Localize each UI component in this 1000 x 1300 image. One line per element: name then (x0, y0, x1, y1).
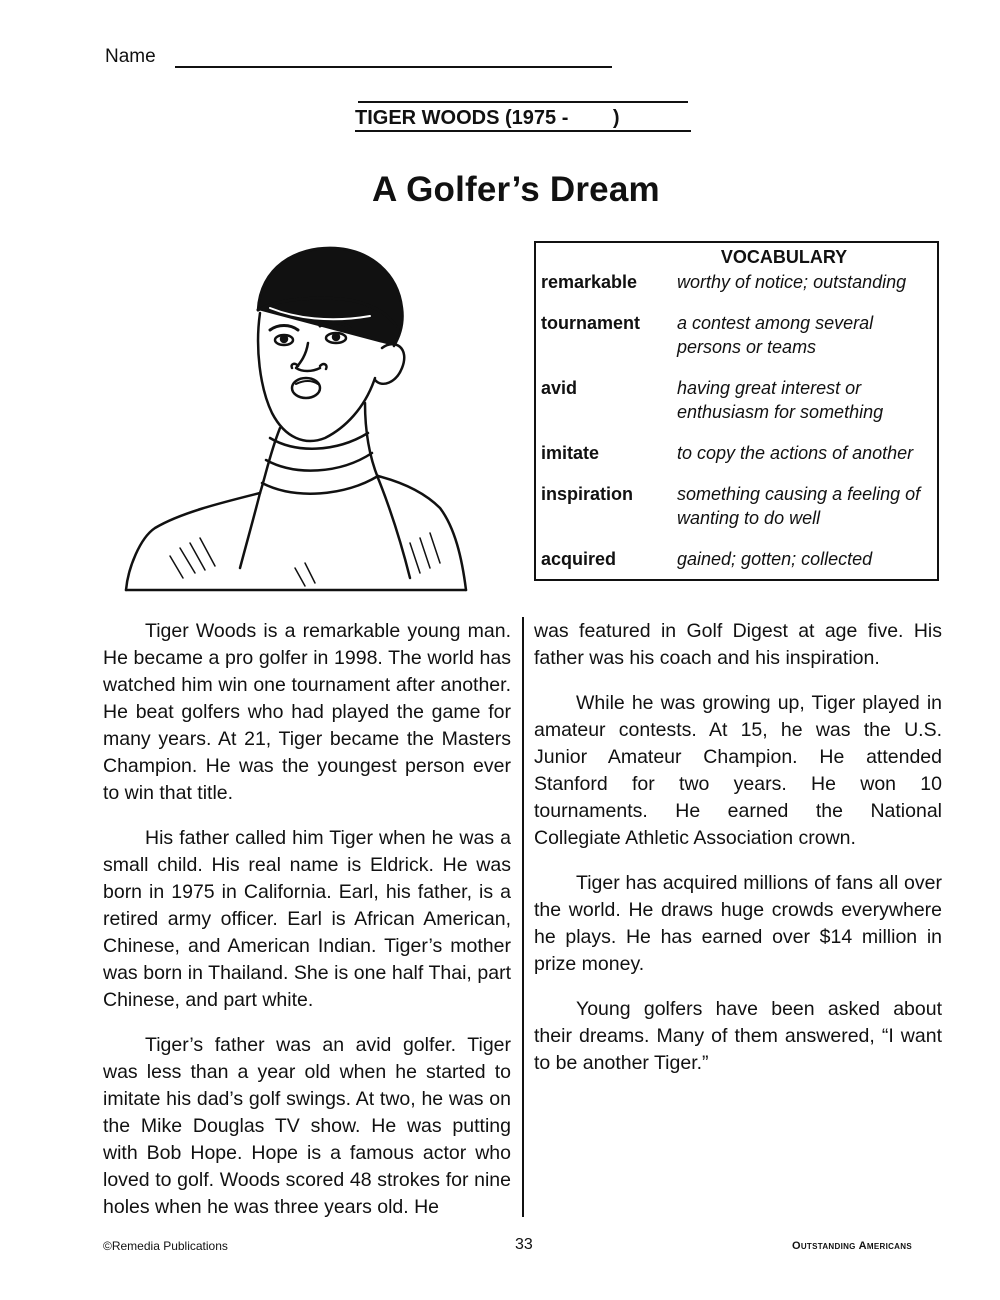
article-paragraph: Tiger Woods is a remarkable young man. He became a pro golfer in 1998. The world has watched him win one tournament after another. He beat golfers who had played the game for many years. At 21, Tiger became the Masters Champion. He was the youngest person ever to win that title. (103, 620, 511, 804)
name-blank-line (175, 66, 612, 68)
main-title: A Golfer’s Dream (372, 170, 660, 209)
article-paragraph: was featured in Golf Digest at age five. His father was his coach and his inspiration. (534, 620, 942, 669)
vocab-definition: gained; gotten; collected (677, 549, 873, 569)
name-label: Name (105, 46, 156, 67)
article-paragraph: Tiger’s father was an avid golfer. Tiger was less than a year old when he started to imitate his dad’s golf swings. At two, he was on the Mike Douglas TV show. He was putting with Bob Hope. Hope is a famous actor who loved to golf. Woods scored 48 strokes for nine holes when he was three years old. He (103, 1034, 511, 1218)
vocab-word: avid (541, 378, 578, 398)
page-number: 33 (515, 1236, 533, 1253)
vocabulary-heading: VOCABULARY (720, 247, 848, 267)
article-paragraph: His father called him Tiger when he was a small child. His real name is Eldrick. He was born in 1975 in California. Earl, his father, is a retired army officer. Earl is African American, Chinese, and American Indian. Tiger’s mother was born in Thailand. She is one half Thai, part Chinese, and part white. (103, 827, 511, 1011)
vocab-word: tournament (541, 313, 640, 333)
vocab-definition: having great interest or enthusiasm for something (677, 378, 884, 422)
article-left-column (103, 618, 511, 1239)
vocab-word: remarkable (541, 272, 638, 292)
article-right-column (534, 618, 942, 1095)
article-paragraph: Tiger has acquired millions of fans all over the world. He draws huge crowds everywhere he plays. He has earned over $14 million in prize money. (534, 872, 942, 975)
vocabulary-box (534, 241, 939, 581)
portrait-illustration (120, 238, 472, 596)
vocab-definition: to copy the actions of another (677, 443, 914, 463)
vocab-word: acquired (541, 549, 617, 569)
footer-series-title: Outstanding Americans (792, 1240, 912, 1252)
header-top-rule (358, 101, 688, 103)
article-paragraph: Young golfers have been asked about their dreams. Many of them answered, “I want to be another Tiger.” (534, 998, 942, 1074)
vocab-definition: worthy of notice; outstanding (677, 272, 907, 292)
vocab-definition: a contest among several persons or teams (677, 313, 874, 357)
article-paragraph: While he was growing up, Tiger played in amateur contests. At 15, he was the U.S. Junior Amateur Champion. He attended Stanford for two years. He won 10 tournaments. He earned the National Collegiate Athletic Association crown. (534, 692, 942, 849)
footer-publisher: ©Remedia Publications (103, 1239, 228, 1253)
column-divider (522, 617, 524, 1217)
vocab-word: imitate (541, 443, 600, 463)
header-title: TIGER WOODS (1975 - ) (355, 106, 691, 132)
vocab-definition: something causing a feeling of wanting to do well (677, 484, 921, 528)
vocab-word: inspiration (541, 484, 634, 504)
